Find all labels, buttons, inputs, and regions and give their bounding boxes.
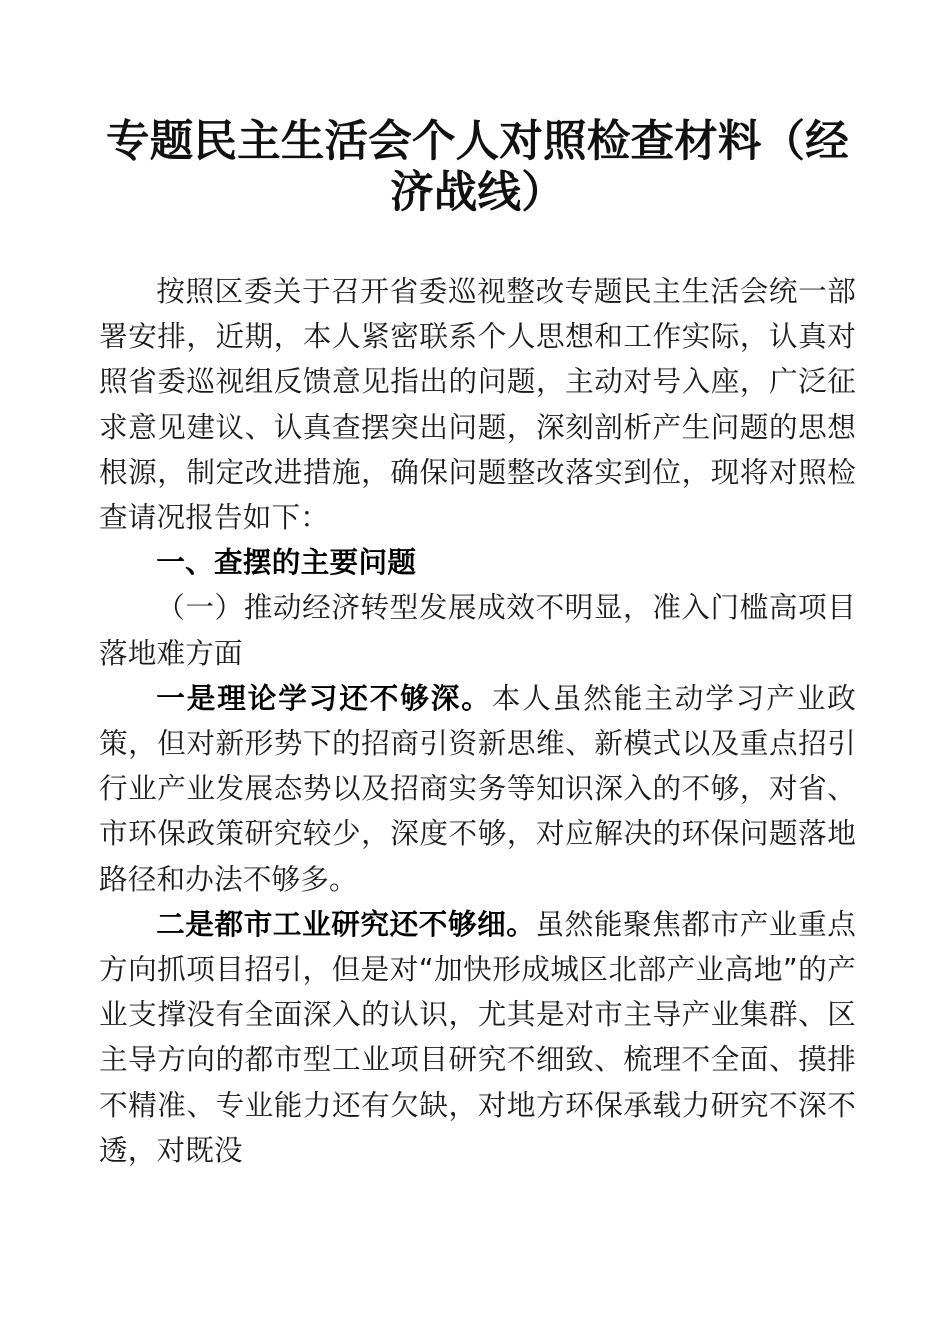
heading-level-1-main-problems: 一、查摆的主要问题 — [156, 545, 417, 580]
point-two-body: 虽然能聚焦都市产业重点方向抓项目招引，但是对“加快形成城区北部产业高地”的产业支撑没有全面深入的认识，尤其是对市主导产业集群、区主导方向的都市型工业项目研究不细致、梳理不全面、摸排不精准、专业能力还有欠缺，对地方环保承载力研究不深不透，对既没 — [99, 906, 856, 1167]
document-content-column — [99, 0, 856, 1173]
document-title: 专题民主生活会个人对照检查材料（经济战线） — [106, 116, 849, 218]
point-two-urban-industry — [99, 902, 856, 1173]
title-spacer — [99, 218, 856, 269]
intro-paragraph: 按照区委关于召开省委巡视整改专题民主生活会统一部署安排，近期，本人紧密联系个人思想和工作实际，认真对照省委巡视组反馈意见指出的问题，主动对号入座，广泛征求意见建议、认真查摆突出问题，深刻剖析产生问题的思想根源，制定改进措施，确保问题整改落实到位，现将对照检查请况报告如下： — [99, 274, 856, 535]
point-two-lead-in: 二是都市工业研究还不够细。 — [156, 906, 536, 941]
heading-level-2-section-one: （一）推动经济转型发展成效不明显，准入门槛高项目落地难方面 — [99, 590, 856, 670]
point-one-lead-in: 一是理论学习还不够深。 — [156, 680, 492, 715]
point-one-theory-study — [99, 676, 856, 902]
point-one-body: 本人虽然能主动学习产业政策，但对新形势下的招商引资新思维、新模式以及重点招引行业产业发展态势以及招商实务等知识深入的不够，对省、市环保政策研究较少，深度不够，对应解决的环保问题落地路径和办法不够多。 — [99, 680, 856, 896]
